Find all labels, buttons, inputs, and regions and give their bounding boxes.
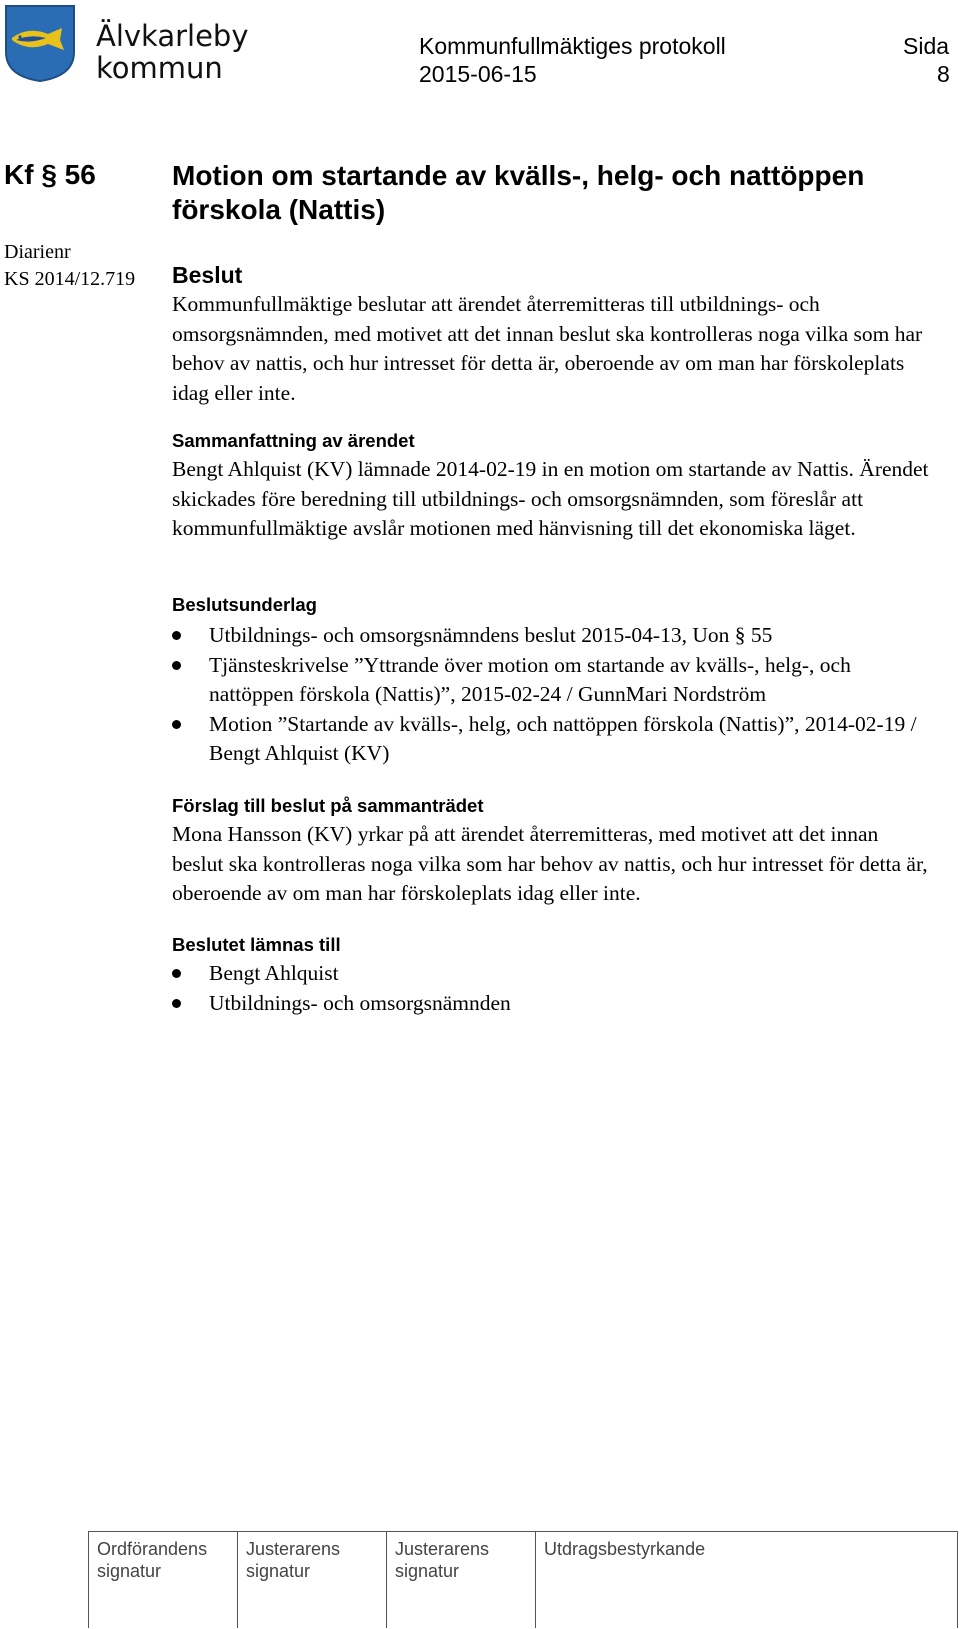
beslutsunderlag-heading: Beslutsunderlag: [172, 594, 317, 615]
forslag-heading: Förslag till beslut på sammanträdet: [172, 795, 484, 816]
signature-cell-sublabel: signatur: [395, 1561, 460, 1581]
diarienr-label: Diarienr: [4, 241, 71, 263]
org-name-line1: Älvkarleby: [96, 19, 249, 53]
page-label: Sida: [903, 33, 950, 59]
paragraph-number: Kf § 56: [4, 159, 96, 190]
lamnas-list: [172, 959, 932, 1018]
lamnas-heading: Beslutet lämnas till: [172, 934, 341, 955]
beslutsunderlag-list: [172, 621, 932, 769]
municipality-logo: [4, 4, 76, 82]
signature-table: [88, 1531, 958, 1628]
list-item: Motion ”Startande av kvälls-, helg, och nattöppen förskola (Nattis)”, 2014-02-19 / Bengt Ahlquist (KV): [172, 710, 932, 769]
page-number: 8: [937, 61, 950, 87]
beslut-heading: Beslut: [172, 262, 243, 288]
signature-cell-label: Justerarens: [395, 1539, 490, 1559]
signature-cell-sublabel: signatur: [97, 1561, 162, 1581]
coat-of-arms-fish-icon: [4, 4, 76, 82]
beslut-text: Kommunfullmäktige beslutar att ärendet återremitteras till utbildnings- och omsorgsnämnden, med motivet att det innan beslut ska kontrolleras noga vilka som har behov av nattis, och hur intresset för detta är, oberoende av om man har förskoleplats idag eller inte.: [172, 292, 923, 405]
signature-cell-extract: [535, 1532, 958, 1628]
signature-cell-adjuster-1: [237, 1532, 386, 1628]
signature-cell-sublabel: signatur: [246, 1561, 311, 1581]
document-title: Kommunfullmäktiges protokoll: [419, 33, 726, 59]
signature-cell-label: Utdragsbestyrkande: [544, 1539, 706, 1559]
document-date: 2015-06-15: [419, 61, 537, 87]
list-item: Bengt Ahlquist: [172, 959, 932, 989]
signature-cell-chair: [88, 1532, 237, 1628]
org-name-line2: kommun: [96, 51, 223, 85]
sammanfattning-text: Bengt Ahlquist (KV) lämnade 2014-02-19 in en motion om startande av Nattis. Ärendet skickades före beredning till utbildnings- och omsorgsnämnden, som föreslår att kommunfullmäktige avslår motionen med hänvisning till det ekonomiska läget.: [172, 457, 929, 540]
list-item: Utbildnings- och omsorgsnämnden: [172, 989, 932, 1019]
diarienr-value: KS 2014/12.719: [4, 268, 136, 290]
sammanfattning-heading: Sammanfattning av ärendet: [172, 430, 415, 451]
list-item: Utbildnings- och omsorgsnämndens beslut 2015-04-13, Uon § 55: [172, 621, 932, 651]
forslag-text: Mona Hansson (KV) yrkar på att ärendet återremitteras, med motivet att det innan beslut ska kontrolleras noga vilka som har behov av nattis, och hur intresset för detta är, oberoende av om man har förskoleplats idag eller inte.: [172, 822, 928, 905]
signature-cell-adjuster-2: [386, 1532, 535, 1628]
list-item: Tjänsteskrivelse ”Yttrande över motion om startande av kvälls-, helg-, och nattöppen förskola (Nattis)”, 2015-02-24 / GunnMari Nordström: [172, 651, 932, 710]
page-title: Motion om startande av kvälls-, helg- och nattöppen förskola (Nattis): [172, 160, 865, 225]
signature-cell-label: Ordförandens: [97, 1539, 208, 1559]
signature-cell-label: Justerarens: [246, 1539, 341, 1559]
